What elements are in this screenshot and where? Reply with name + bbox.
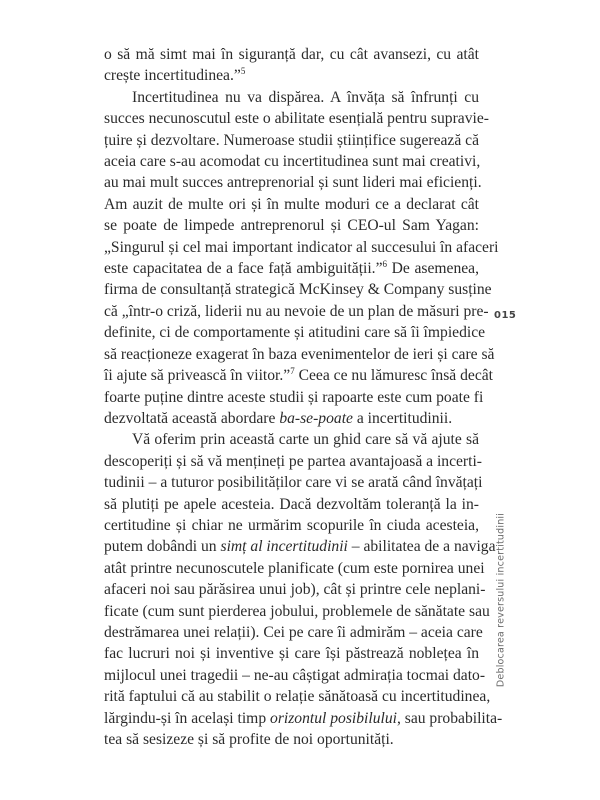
text-line: succes necunoscutul este o abilitate esențială pentru supravie- [104, 110, 489, 128]
text-line: au mai mult succes antreprenorial și sunt lideri mai eficienți. [104, 174, 482, 192]
text-line: țuire și dezvoltare. Numeroase studii științifice sugerează că [104, 131, 479, 149]
text-run: De asemenea, [387, 260, 479, 278]
text-line: tea să sesizeze și să profite de noi oportunități. [104, 731, 394, 748]
text-line: tudinii – a tuturor posibilităților care vi se arată când învățați [104, 474, 483, 492]
text-line: rită faptului că au stabilit o relație sănătoasă cu incertitudinea, [104, 688, 491, 706]
text-line: Am auzit de multe ori și în multe moduri ce a declarat cât [104, 195, 479, 213]
text-line: să reacționeze exagerat în baza evenimentelor de ieri și care să [104, 345, 495, 363]
paragraph-2 [104, 87, 499, 430]
text-line: Vă oferim prin această carte un ghid care să vă ajute să [132, 431, 479, 449]
text-line: fac lucruri noi și inventive și care își păstrează noblețea în [104, 645, 479, 663]
text-line [104, 708, 503, 729]
text-line [104, 258, 479, 279]
text-line: o să mă simt mai în siguranță dar, cu cât avansezi, cu atât [104, 46, 479, 63]
running-title: Deblocarea reversului incertitudinii [495, 512, 507, 688]
text-run: , sau probabilita- [396, 709, 503, 727]
text-line: foarte puține dintre aceste studii și rapoarte este cum poate fi [104, 388, 484, 406]
text-line: Incertitudinea nu va dispărea. A învăța să înfrunți cu [132, 88, 479, 106]
text-line: că „într-o criză, liderii nu au nevoie de un plan de măsuri pre- [104, 302, 489, 320]
text-line: atât printre necunoscutele planificate (cum este pornirea unei [104, 559, 485, 577]
footnote-ref-5: 5 [240, 66, 246, 77]
text-line: afaceri noi sau părăsirea unui job), cât și printre cele neplani- [104, 581, 486, 599]
footnote-ref-6: 6 [382, 259, 388, 270]
text-line: destrămarea unei relații). Cei pe care îi admirăm – aceia care [104, 623, 483, 641]
text-run: crește incertitudinea.” [104, 67, 241, 85]
text-line: să plutiți pe apele acesteia. Dacă dezvoltăm toleranță la in- [104, 495, 479, 513]
text-line: aceia care s-au acomodat cu incertitudinea sunt mai creativi, [104, 153, 481, 171]
text-run: îi ajute să privească în viitor.” [104, 367, 291, 385]
text-run: a incertitudinii. [352, 409, 453, 427]
text-line [104, 65, 479, 86]
text-run: dezvoltată această abordare [104, 409, 280, 427]
text-line: definite, ci de comportamente și atitudini care să îi împiedice [104, 324, 486, 342]
text-line: firma de consultanță strategică McKinsey & Company susține [104, 281, 492, 299]
text-line: „Singurul și cel mai important indicator al succesului în afaceri [104, 238, 499, 256]
text-line [104, 536, 496, 557]
text-run: lărgindu-și în același timp [104, 709, 271, 727]
text-run: este capacitatea de a face față ambiguității.” [104, 260, 383, 278]
text-line: certitudine și chiar ne urmărim scopurile în ciuda acesteia, [104, 516, 479, 534]
text-line: ficate (cum sunt pierderea jobului, problemele de sănătate sau [104, 602, 490, 620]
paragraph-1 [104, 44, 479, 87]
text-line [104, 408, 479, 429]
italic-phrase: simț al incertitudinii [220, 538, 348, 556]
text-run: Ceea ce nu lămuresc însă decât [294, 367, 493, 385]
text-line: descoperiți și să vă mențineți pe partea avantajoasă a incerti- [104, 452, 482, 470]
italic-phrase: orizontul posibilului [270, 709, 397, 727]
footnote-ref-7: 7 [290, 366, 295, 377]
text-run: putem dobândi un [104, 538, 221, 556]
text-line: mijlocul unei tragedii – ne-au câștigat admirația tocmai dato- [104, 666, 486, 684]
text-run: – abilitatea de a naviga [347, 538, 496, 556]
text-line [104, 365, 493, 386]
italic-phrase: ba-se-poate [279, 409, 353, 427]
page-number: 015 [494, 310, 517, 321]
text-line: se poate de limpede antreprenorul și CEO-ul Sam Yagan: [104, 217, 479, 235]
